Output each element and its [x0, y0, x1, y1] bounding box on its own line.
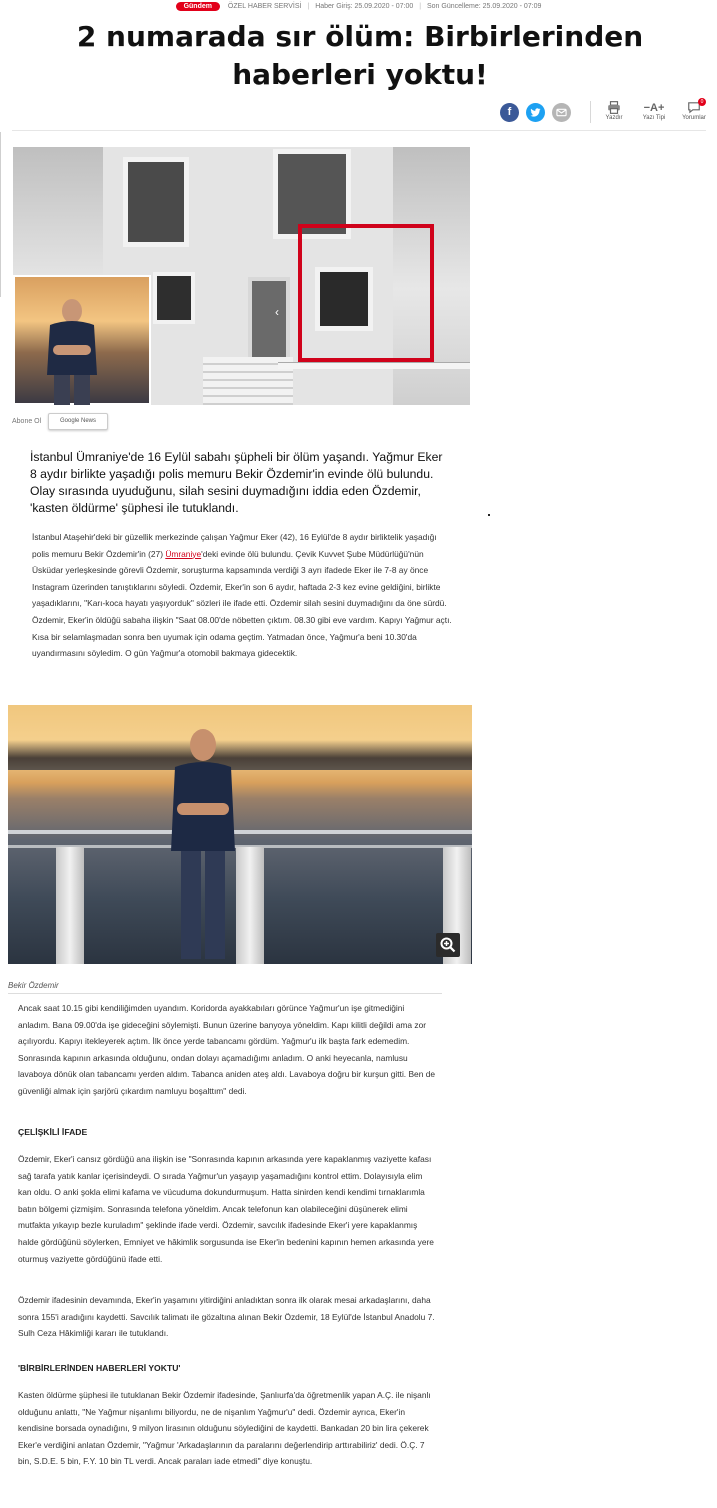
comments-button[interactable] — [674, 101, 714, 121]
font-size-label: Yazı Tipi — [642, 115, 666, 121]
inset-portrait — [13, 275, 151, 405]
person-figure — [163, 723, 243, 964]
print-button[interactable] — [594, 101, 634, 121]
section-heading: 'BİRBİRLERİNDEN HABERLERİ YOKTU' — [18, 1363, 181, 1373]
building-window — [153, 272, 195, 324]
paragraph-text: 'deki evinde ölü bulundu. Çevik Kuvvet Şube Müdürlüğü'nün Üsküdar yerleşkesinde görevli Özdemir, soruşturma kapsamında verdiği 3 ayrı ifadede Eker ile 7-8 ay önce Instagram üzerinden tanıştıklarını söyledi. Özdemir, Eker'in son 6 aydır, haftada 2-3 kez evine geldiğini, birlikte yaşadıklarını, "Karı-koca hayatı yaşıyorduk" sözleri ile ifade etti. Özdemir silah sesini duymadığını da öne sürdü. Özdemir, Eker'in öldüğü sabaha ilişkin "Saat 08.00'de nöbetten çıktım. 08.30 gibi eve vardım. Kapıyı Yağmur açtı. Kısa bir selamlaşmadan sonra ben uyumak için odama geçtim. Yatmadan önce, Yağmur'a beni 10.30'da uyandırmasını söyledim. O gün Yağmur'a otomobil bakmaya gidecektik. — [32, 548, 452, 659]
subscribe-label: Abone Ol — [12, 418, 42, 425]
paragraph-text: İstanbul Ataşehir'deki bir güzellik merkezinde çalışan Yağmur Eker (42), 16 Eylül'de 8 aydır birliktelik yaşadığı polis memuru Bekir Özdemir'in (27) — [32, 532, 437, 559]
mail-icon — [556, 107, 567, 118]
comment-icon — [674, 101, 714, 115]
chevron-left-icon[interactable]: ‹ — [275, 305, 279, 319]
comments-label: Yorumlar — [682, 115, 706, 121]
person-figure — [37, 295, 107, 405]
article-lead: İstanbul Ümraniye'de 16 Eylül sabahı şüpheli bir ölüm yaşandı. Yağmur Eker 8 aydır birlikte yaşadığı polis memuru Bekir Özdemir'in evinde ölü bulundu. Olay sırasında uyuduğunu, silah sesini duymadığını iddia eden Özdemir, 'kasten öldürme' şüphesi ile tutuklandı. — [30, 450, 443, 515]
building-balcony — [278, 362, 470, 369]
umraniye-link[interactable]: Ümraniye — [165, 548, 202, 559]
article-meta: Gündem ÖZEL HABER SERVİSİ | Haber Giriş: 25.09.2020 - 07:00 | Son Güncelleme: 25.09.2020 - 07:09 — [0, 2, 717, 11]
article-paragraph: Özdemir ifadesinin devamında, Eker'in yaşamını yitirdiğini anladıktan sonra ilk olarak mesai arkadaşlarını, daha sonra 155'i aradığını kaydetti. Savcılık talimatı ile gözaltına alınan Bekir Özdemir, 18 Eylül'de İstanbul Anadolu 7. Sulh Ceza Hâkimliği kararı ile tutuklandı. — [18, 1295, 435, 1339]
highlight-box — [298, 224, 434, 362]
mail-share-button[interactable] — [552, 103, 571, 122]
print-icon — [594, 101, 634, 115]
news-service: ÖZEL HABER SERVİSİ — [227, 3, 302, 10]
facebook-icon: f — [507, 106, 512, 118]
header-divider — [12, 130, 706, 131]
print-label: Yazdır — [605, 115, 623, 121]
facebook-share-button[interactable] — [500, 103, 519, 122]
article-paragraph: Ancak saat 10.15 gibi kendiliğimden uyandım. Koridorda ayakkabıları görünce Yağmur'un işe gitmediğini anladım. Bana 09.00'da işe gideceğini söylemişti. Bunun üzerine banyoya yöneldim. Kapı kilitli değildi ama zor açılıyordu. Kapıyı itekleyerek açtım. İlk önce yerde tabancamı gördüm. Yağmur'u ilk başta fark edemedim. Sonrasında kapının arkasında olduğunu, ondan dolayı açamadığımı anladım. O anki heyecanla, namlusu lavaboya dönük olan tabancamı yerden aldım. Tabanca aniden ateş aldı. Lavaboya doğru bir kurşun gitti. Ben de güvenliği almak için şarjörü çıkardım namluyu boşalttım" dedi. — [18, 1003, 436, 1096]
photo-caption: Bekir Özdemir — [8, 981, 59, 990]
article-paragraph — [32, 529, 452, 662]
twitter-icon — [530, 107, 541, 118]
railing-post — [56, 847, 84, 964]
main-photo[interactable] — [13, 147, 470, 405]
section-heading: ÇELİŞKİLİ İFADE — [18, 1127, 88, 1137]
font-size-button[interactable] — [634, 101, 674, 121]
caption-divider — [8, 993, 442, 994]
stray-dot — [488, 514, 490, 516]
side-rail — [0, 132, 1, 297]
comment-count-badge: 0 — [698, 98, 706, 106]
zoom-button[interactable] — [436, 933, 460, 957]
category-badge[interactable]: Gündem — [176, 2, 220, 11]
twitter-share-button[interactable] — [526, 103, 545, 122]
page-title: 2 numarada sır ölüm: Birbirlerinden haberleri yoktu! — [76, 20, 644, 91]
font-size-icon: −A+ — [643, 102, 665, 114]
article-paragraph: Kasten öldürme şüphesi ile tutuklanan Bekir Özdemir ifadesinde, Şanlıurfa'da öğretmenlik yapan A.Ç. ile nişanlı olduğunu anlattı, "Ne Yağmur nişanlımı biliyordu, ne de nişanlım Yağmur'u" dedi. Özdemir ayrıca, Eker'in kendisine borsada oynadığını, 9 milyon lirasının olduğunu söylediğini de kaydetti. Bankadan 20 bin lira çekerek Eker'e verdiğini anlatan Özdemir, "Yağmur 'Arkadaşlarının da paralarını değerlendirip arttırabiliriz' dedi. Ö.Ç. 7 bin, S.D.E. 5 bin, F.Y. 10 bin TL verdi. Ancak paraları iade etmedi" diye konuştu. — [18, 1390, 431, 1467]
article-photo[interactable] — [8, 705, 472, 964]
google-news-button[interactable]: Google News — [48, 413, 108, 430]
building-window — [123, 157, 189, 247]
article-paragraph: Özdemir, Eker'i cansız gördüğü ana ilişkin ise "Sonrasında kapının arkasında yere kapaklanmış vaziyette kafası sağ tarafa yatık kanlar içerisindeydi. O sırada Yağmur'un yaşayıp yaşamadığını kontrol ettim. Dolayısıyla elim kan oldu. O anki şokla elimi kafama ve vücuduma dokundurmuşum. Hatta sinirden kendi kendimi tırnaklarımla batın bölgemi çizmişim. Sonrasında telefona yöneldim. Ancak telefonun kan olabileceğini düşünerek elimi mutfakta yıkayıp bezle kuruladım" şeklinde ifade verdi. Özdemir, savcılık ifadesinde Eker'i yere kapaklanmış halde gördüğünü söylerken, Emniyet ve hâkimlik sorgusunda ise Eker'in bedenini kapının hemen arkasında yere oturmuş vaziyette gördüğünü ifade etti. — [18, 1154, 434, 1264]
toolbar-divider — [590, 101, 591, 123]
update-time: Son Güncelleme: 25.09.2020 - 07:09 — [426, 3, 542, 10]
zoom-icon — [436, 933, 460, 957]
entry-time: Haber Giriş: 25.09.2020 - 07:00 — [315, 3, 414, 10]
